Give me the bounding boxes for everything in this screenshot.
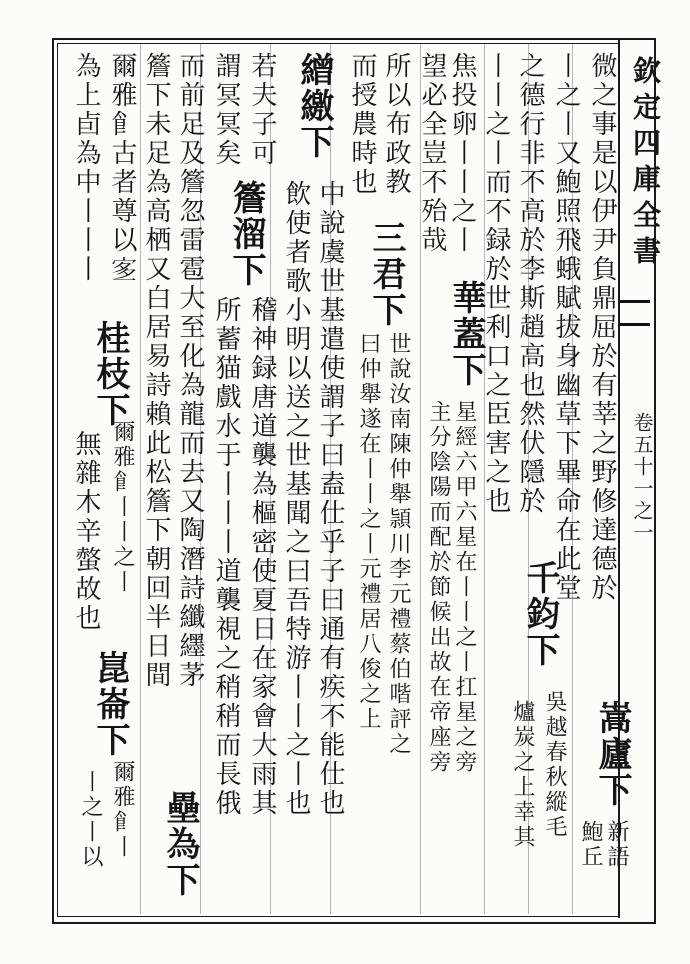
annotation: 鮑丘	[578, 820, 603, 870]
book-title: 欽定四庫全書	[629, 56, 662, 272]
headword: 壘為下	[160, 790, 200, 898]
fishtail-mark	[620, 300, 650, 326]
annotation: 吳越春秋縱毛	[542, 690, 567, 840]
text-column: 謂冥冥矣	[211, 52, 241, 168]
text-column: 而授農時也	[347, 52, 377, 197]
annotation: 星經六甲六星在丨丨之丨扛星之旁	[452, 400, 477, 775]
text-column: 所以布政教	[381, 52, 411, 197]
headword: 華蓋下	[446, 280, 486, 388]
text-column: 爾雅𩙿丨丨之丨	[110, 420, 135, 595]
text-column: 飲使者歌小明以送之世基聞之曰吾特游丨丨之丨也	[281, 180, 311, 818]
text-column: 無雜木辛螫故也	[71, 430, 101, 633]
text-column: 丨丨之丨而不録於世利口之臣害之也	[481, 52, 511, 516]
headword: 繒繳下	[294, 52, 334, 160]
text-column: 稽神録唐道襲為樞密使夏日在家會大雨其	[247, 296, 277, 818]
annotation: 曰仲舉遂在丨丨之丨元禮居八俊之上	[356, 332, 381, 732]
text-column: 丨之丨以	[78, 770, 103, 870]
juan-number: 卷五十一之一	[630, 412, 654, 544]
text-column: 丨之丨又鮑照飛蛾賦拔身幽草下畢命在此堂	[551, 52, 581, 603]
text-column: 之德行非不高於李斯趙高也然伏隱於	[515, 52, 545, 516]
text-column: 而前足及簷忽雷雹大至化為龍而去又陶潛詩纖纆茅	[175, 52, 205, 690]
text-column: 為上卣為中丨丨丨	[71, 52, 101, 284]
headword: 三君下	[366, 220, 406, 328]
text-column: 中說虞世基遣使謂子曰盍仕乎子曰通有疾不能仕也	[315, 180, 345, 818]
text-column: 若夫子可	[247, 52, 277, 168]
annotation: 爐炭之上幸其	[510, 700, 535, 850]
headword: 桂枝下	[90, 320, 130, 428]
headword: 嵩廬下	[592, 700, 632, 808]
text-column: 焦投卵丨丨之丨	[447, 52, 477, 255]
headword: 簷溜下	[226, 180, 266, 288]
text-column: 爾雅𩙿丨	[110, 760, 135, 860]
text-column: 所蓄猫戲水于丨丨丨道襲視之稍稍而長俄	[211, 296, 241, 818]
text-column: 望必全豈不殆哉	[417, 52, 447, 255]
text-column: 簷下未足為高栖又白居易詩賴此松簷下朝回半日間	[141, 52, 171, 690]
text-column: 爾雅𩙿古者尊以𡨆	[107, 52, 137, 284]
headword: 崑崙下	[90, 650, 130, 758]
annotation: 世說汝南陳仲舉頴川李元禮蔡伯喈評之	[386, 332, 411, 757]
text-column: 微之事是以伊尹負鼎屈於有莘之野修達德於	[587, 52, 617, 603]
annotation: 新語	[604, 820, 629, 870]
annotation: 主分陰陽而配於節候出故在帝座旁	[426, 400, 451, 775]
headword: 千鈞下	[520, 560, 560, 668]
